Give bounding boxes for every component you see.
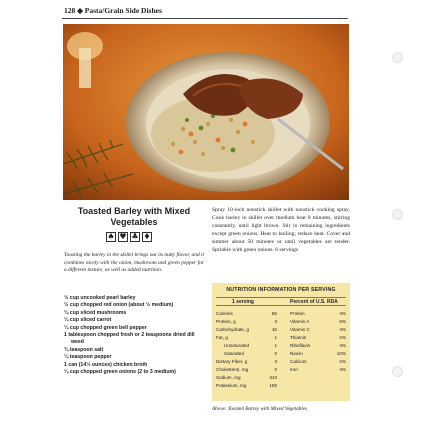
nutrition-row	[212, 382, 350, 389]
rda-value: 4%	[339, 367, 346, 372]
ingredient-item: 1 can (14½ ounces) chicken broth	[64, 361, 148, 368]
nutrient-value: 3	[274, 359, 277, 364]
recipe-directions: Spray 10-inch nonstick skillet with nonstick cooking spray. Cook barley in skillet over medium heat 8 minutes, stirring constantly, until light brown. Stir in remaining ingredients except green onions. Heat to boiling; reduce heat. Cover and simmer about 50 minutes or until vegetables are tender. Sprinkle with green onions. 6 servings	[212, 207, 350, 253]
nutrition-row	[212, 310, 350, 317]
heart-icon: ♥	[119, 232, 127, 241]
nutrition-rule	[216, 305, 346, 306]
nutrition-title: NUTRITION INFORMATION PER SERVING	[226, 287, 336, 293]
nutrition-row	[212, 358, 350, 365]
nutrient-value: 0	[274, 351, 277, 356]
rda-name: Protein	[290, 311, 305, 316]
binder-hole	[392, 366, 403, 377]
nutrient-name: Dietary Fiber, g	[216, 359, 248, 364]
nutrient-value: 3	[274, 319, 277, 324]
ingredient-list	[64, 295, 204, 376]
nutrient-name: Protein, g	[216, 319, 236, 324]
rda-label: Percent of U.S. RDA	[290, 299, 338, 305]
nutrition-row	[212, 374, 350, 381]
ingredient-item: ¼ cup chopped green bell pepper	[64, 324, 147, 331]
club-icon: ♣	[131, 232, 139, 241]
ingredient-item: ¼ teaspoon pepper	[64, 354, 112, 361]
nutrition-row	[212, 334, 350, 341]
page-header: 128 ◆ Pasta/Grain Side Dishes	[64, 6, 162, 15]
nutrient-value: 0	[274, 367, 277, 372]
nutrient-value: 85	[271, 311, 277, 316]
nutrient-value: 310	[269, 375, 277, 380]
rda-value: 10%	[336, 351, 346, 356]
nutrition-row	[212, 342, 350, 349]
rda-name: Iron	[290, 367, 298, 372]
rda-name: Vitamin A	[290, 319, 310, 324]
rda-name: Niacin	[290, 351, 303, 356]
nutrient-value: 180	[269, 383, 277, 388]
rda-name: Thiamin	[290, 335, 307, 340]
nutrient-name: Saturated	[224, 351, 244, 356]
nutrient-name: Carbohydrate, g	[216, 327, 249, 332]
ingredient-item: ¾ teaspoon salt	[64, 346, 104, 353]
nutrition-rule	[216, 297, 346, 298]
rda-value: 4%	[339, 327, 346, 332]
serving-label: 1 serving	[232, 299, 254, 305]
recipe-photo	[63, 24, 349, 200]
rda-value: 2%	[339, 359, 346, 364]
nutrient-name: Fat, g	[216, 335, 228, 340]
ingredient-item: 1 tablespoon chopped fresh or 2 teaspoons dried dill weed	[64, 332, 195, 346]
nutrient-name: Sodium, mg	[216, 375, 241, 380]
nutrient-value: 1	[274, 335, 277, 340]
nutrient-name: Calories	[216, 311, 233, 316]
ingredient-item: ¼ cup sliced carrot	[64, 317, 112, 324]
recipe-icons	[106, 232, 162, 242]
binder-hole	[392, 52, 403, 63]
nutrient-name: Unsaturated	[224, 343, 250, 348]
rda-value: 4%	[339, 311, 346, 316]
rda-name: Vitamin C	[290, 327, 310, 332]
nutrition-row	[212, 350, 350, 357]
spade-icon: ♠	[107, 232, 115, 241]
nutrition-row	[212, 366, 350, 373]
recipe-title: Toasted Barley with Mixed Vegetables	[77, 206, 191, 227]
recipe-intro: Toasting the barley in the skillet brings out its nutty flavor, and it combines nicely with the onion, mushroom and green pepper for a different texture, as well as added nutrition.	[64, 252, 204, 274]
ingredient-item: ½ cup uncooked pearl barley	[64, 295, 136, 301]
nutrition-box	[212, 283, 350, 401]
rda-value: 4%	[339, 343, 346, 348]
photo-caption: Above: Toasted Barley with Mixed Vegetables	[212, 406, 308, 412]
nutrient-value: 16	[271, 327, 277, 332]
rda-value: 2%	[339, 335, 346, 340]
nutrition-row	[212, 326, 350, 333]
ingredient-item: ¼ cup chopped green onions (2 to 3 medium)	[64, 369, 176, 376]
header-rule	[62, 18, 348, 19]
binder-hole	[392, 209, 403, 220]
nutrient-name: Cholesterol, mg	[216, 367, 249, 372]
diamond-icon: ♦	[143, 232, 151, 241]
ingredient-item: ½ cup chopped red onion (about ½ medium)	[64, 302, 174, 309]
rda-name: Calcium	[290, 359, 307, 364]
rda-value: 8%	[339, 319, 346, 324]
nutrient-name: Potassium, mg	[216, 383, 247, 388]
nutrition-row	[212, 318, 350, 325]
ingredient-item: ¼ cup sliced mushrooms	[64, 309, 127, 316]
nutrient-value: 1	[274, 343, 277, 348]
rda-name: Riboflavin	[290, 343, 311, 348]
